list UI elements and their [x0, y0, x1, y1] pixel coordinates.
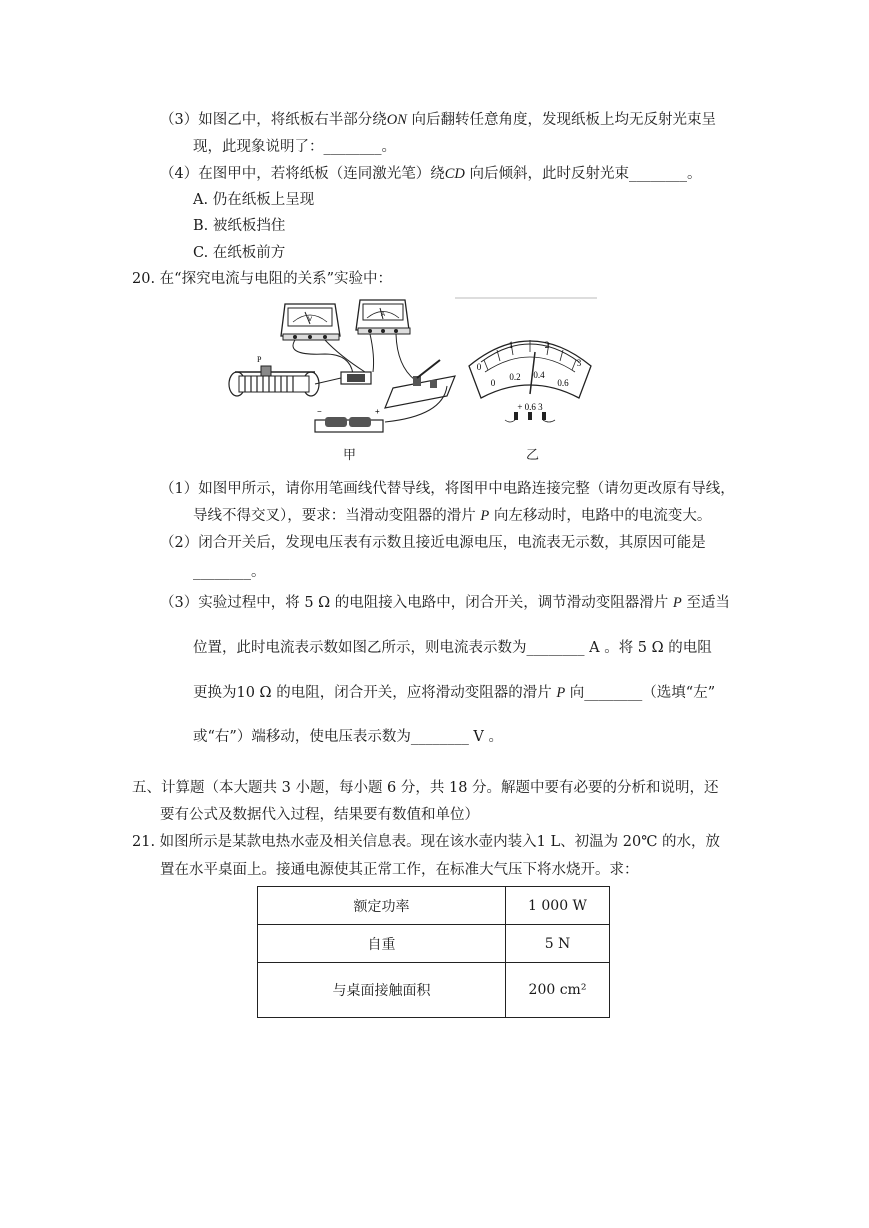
q19-option-c: C. 在纸板前方 [193, 245, 286, 261]
q20-part1-line2: 导线不得交叉），要求：当滑动变阻器的滑片 P 向左移动时，电路中的电流变大。 [193, 508, 712, 524]
section5-heading-line1: 五、计算题（本大题共 3 小题，每小题 6 分，共 18 分。解题中要有必要的分析和说明，还 [132, 780, 719, 796]
q19-part4-line: （4）在图甲中，若将纸板（连同激光笔）绕CD 向后倾斜，此时反射光束________。 [160, 166, 702, 182]
q20-part2-line1: （2）闭合开关后，发现电压表有示数且接近电源电压，电流表无示数，其原因可能是 [160, 535, 706, 551]
q20-part3-line2: 位置，此时电流表示数如图乙所示，则电流表示数为________ A 。将 5 Ω 的电阻 [193, 640, 712, 656]
scale-top-2: 2 [544, 340, 550, 350]
section5-heading-line2: 要有公式及数据代入过程，结果要有数值和单位） [160, 807, 479, 823]
q21-line1: 21. 如图所示是某款电热水壶及相关信息表。现在该水壶内装入1 L、初温为 20℃ 的水，放 [132, 834, 721, 850]
circuit-figure-jia [225, 296, 465, 436]
table-cell-value: 200 cm² [506, 963, 610, 1018]
table-row [258, 925, 610, 963]
figure-yi-caption: 乙 [526, 448, 540, 463]
table-cell-key: 额定功率 [258, 887, 506, 925]
ammeter-label: A [380, 312, 386, 318]
slider-label: P [257, 355, 262, 364]
table-cell-key: 与桌面接触面积 [258, 963, 506, 1018]
switch-icon [385, 360, 455, 422]
q20-part3-line4: 或“右”）端移动，使电压表示数为________ V 。 [193, 729, 504, 745]
table-cell-value: 5 N [506, 925, 610, 963]
q20-part1-line1: （1）如图甲所示，请你用笔画线代替导线，将图甲中电路连接完整（请勿更改原有导线， [160, 481, 735, 497]
scale-bottom-0: 0 [490, 378, 496, 388]
rheostat-icon [229, 355, 341, 396]
q19-part3-line1: （3）如图乙中，将纸板右半部分绕ON 向后翻转任意角度，发现纸板上均无反射光束呈 [160, 112, 716, 128]
ammeter-icon [356, 300, 410, 334]
ammeter-dial-figure-yi [455, 296, 605, 436]
voltmeter-icon [281, 304, 340, 340]
q20-part2-line2: ________。 [193, 564, 266, 580]
svg-text:+: + [375, 407, 380, 416]
dial-terminals: + 0.6 3 [517, 402, 543, 412]
q19-part3-line2: 现，此现象说明了：________。 [193, 139, 396, 155]
scale-top-1: 1 [508, 340, 514, 350]
scale-top-0: 0 [476, 362, 482, 372]
svg-text:−: − [317, 407, 322, 416]
scale-top-3: 3 [576, 358, 582, 368]
scale-bottom-3: 0.6 [557, 378, 569, 388]
q20-part3-line3: 更换为10 Ω 的电阻，闭合开关，应将滑动变阻器的滑片 P 向________（选填“左” [193, 685, 716, 701]
scale-bottom-2: 0.4 [533, 370, 545, 380]
scale-bottom-1: 0.2 [509, 372, 521, 382]
table-cell-key: 自重 [258, 925, 506, 963]
resistor-icon [341, 372, 371, 384]
battery-icon [315, 407, 383, 432]
voltmeter-label: V [307, 317, 313, 323]
q19-option-b: B. 被纸板挡住 [193, 218, 286, 234]
figure-jia-caption: 甲 [343, 448, 357, 463]
table-cell-value: 1 000 W [506, 887, 610, 925]
q20-part3-line1: （3）实验过程中，将 5 Ω 的电阻接入电路中，闭合开关，调节滑动变阻器滑片 P 至适当 [160, 595, 730, 611]
q20-title: 20. 在“探究电流与电阻的关系”实验中： [132, 271, 392, 287]
kettle-info-table [257, 886, 610, 1018]
table-row [258, 887, 610, 925]
table-row [258, 963, 610, 1018]
q21-line2: 置在水平桌面上。接通电源使其正常工作，在标准大气压下将水烧开。求： [160, 862, 639, 878]
q19-option-a: A. 仍在纸板上呈现 [193, 192, 315, 208]
